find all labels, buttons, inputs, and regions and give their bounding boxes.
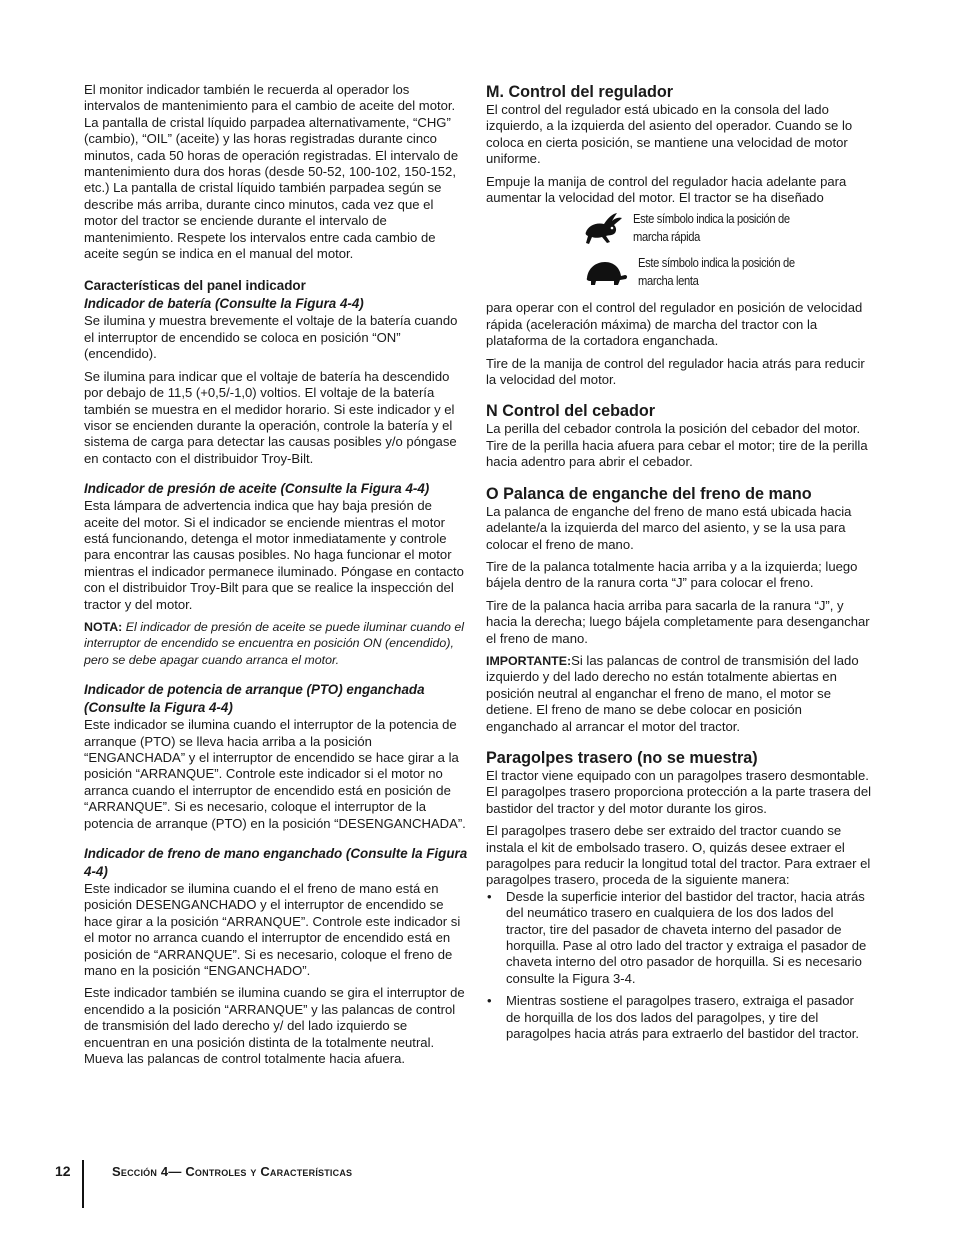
fast-symbol-label: Este símbolo indica la posición de marcha rápida [633,211,790,245]
note-text: El indicador de presión de aceite se puede iluminar cuando el interruptor de encendido se encuentra en posición ON (encendido), pero se debe apagar cuando arranca el motor. [84,619,464,667]
battery-paragraph-2: Se ilumina para indicar que el voltaje de batería ha descendido por debajo de 11,5 (+0,5/-1,0) voltios. El voltaje de la batería también se muestra en el medidor horario. Si este indicador y el visor se encienden durante la operación, controle la batería y el sistema de carga para detectar las causas posibles y/o póngase en contacto con el distribuidor Troy-Bilt. [84,368,457,466]
throttle-paragraph-2: Empuje la manija de control del regulador hacia adelante para aumentar la velocidad del motor. El tractor se ha diseñado [486,173,847,206]
pto-paragraph: Este indicador se ilumina cuando el interruptor de la potencia de arranque (PTO) se lleva hacia arriba a la posición “ENGANCHADA” y el interruptor de encendido se hace girar a la posición “ARRANQUE”. Controle este indicador si el motor no arranca cuando el interruptor de encendido está en posición de “ARRANQUE”. Si es necesario, coloque el interruptor de la potencia de arranque (PTO) en la posición “DESENGANCHADA”. [84,717,466,831]
parking-brake-paragraph-1: Este indicador se ilumina cuando el el freno de mano está en posición DESENGANCHADO y el interruptor de encendido se hace girar a la posición “ARRANQUE”. Controle este indicador si el motor no arranca cuando el interruptor de encendido está en posición de “ARRANQUE”. Si es necesario, coloque el freno de mano en la posición “ENGANCHADO”. [84,881,461,979]
throttle-heading: M. Control del regulador [486,83,674,101]
rear-bumper-steps [486,889,872,1043]
note-label: NOTA: [84,619,123,634]
brake-lever-heading: O Palanca de enganche del freno de mano [486,484,812,503]
oil-pressure-note [84,619,468,668]
brake-lever-paragraph-2: Tire de la palanca totalmente hacia arriba y a la izquierda; luego bájela dentro de la ranura corta “J” para colocar el freno. [486,558,858,591]
oil-pressure-paragraph: Esta lámpara de advertencia indica que hay baja presión de aceite del motor. Si el indicador se enciende mientras el motor está funcionando, detenga el motor inmediatamente y controle para encontrar las causas posibles. No haga funcionar el motor mientras el indicador permanece iluminado. Póngase en contacto con el distribuidor Troy-Bilt para que se realice la inspección del tractor y del motor. [84,498,464,612]
important-label: IMPORTANTE: [486,653,572,668]
oil-pressure-heading: Indicador de presión de aceite (Consulte la Figura 4-4) [84,481,430,497]
throttle-paragraph-4: Tire de la manija de control del regulador hacia atrás para reducir la velocidad del motor. [486,355,865,388]
brake-lever-important [486,653,872,735]
brake-lever-paragraph-1: La palanca de enganche del freno de mano está ubicada hacia adelante/a la izquierda del marco del asiento, y se la usa para colocar el freno de mano. [486,503,852,552]
rear-bumper-paragraph-1: El tractor viene equipado con un paragolpes trasero desmontable. El paragolpes trasero proporciona protección a la parte trasera del bastidor del tractor y del motor durante los giros. [486,767,872,816]
choke-paragraph: La perilla del cebador controla la posición del cebador del motor. Tire de la perilla hacia afuera para cebar el motor; tire de la perilla hacia adentro para abrir el cebador. [486,421,868,470]
rear-bumper-paragraph-2: El paragolpes trasero debe ser extraido del tractor cuando se instala el kit de embolsado trasero. O, quizás desee extraer el paragolpes para reducir la longitud total del tractor. Para extraer el paragolpes trasero, proceda de la siguiente manera: [486,823,871,888]
maintenance-paragraph: El monitor indicador también le recuerda al operador los intervalos de mantenimiento para el cambio de aceite del motor. La pantalla de cristal líquido parpadea alternativamente, “CHG” (cambio), “OIL” (aceite) y las horas registradas durante cinco minutos, cada 50 horas de operación registradas. El intervalo de mantenimiento dura dos horas (desde 50-52, 100-102, 150-152, etc.) La pantalla de cristal líquido también parpadea según se describe más arriba, durante cinco minutos, cada vez que el motor del tractor se enciende durante el intervalo de mantenimiento. Respete los intervalos entre cada cambio de aceite según se indica en el manual del motor. [84,82,459,262]
slow-symbol-label: Este símbolo indica la posición de marcha lenta [638,255,795,289]
footer-divider [82,1160,84,1208]
features-heading: Características del panel indicador [84,278,306,294]
slow-symbol-row [486,252,872,296]
page-number: 12 [55,1163,71,1179]
section-title: Sección 4— Controles y Características [112,1164,353,1179]
list-item: • Desde la superficie interior del bastidor del tractor, hacia atrás del neumático trasero en cualquiera de los dos lados del tractor, tire del pasador de chaveta interno del pasador de horquilla. Pase al otro lado del tractor y extraiga el pasador de chaveta interno del otro pasador de horquilla. Si es necesario consulte la Figura 3-4. [486,889,872,987]
parking-brake-heading: Indicador de freno de mano enganchado (Consulte la Figura 4-4) [84,846,468,880]
fast-symbol-row [486,208,872,252]
right-column [486,82,872,1042]
turtle-icon [582,258,628,293]
rear-bumper-heading: Paragolpes trasero (no se muestra) [486,748,758,767]
throttle-paragraph-1: El control del regulador está ubicado en la consola del lado izquierdo, a la izquierda del asiento del operador. Cuando se lo coloca en cierta posición, se mantiene una velocidad de motor uniforme. [486,102,853,167]
page-footer [0,1160,954,1208]
battery-heading: Indicador de batería (Consulte la Figura 4-4) [84,296,364,312]
choke-heading: N Control del cebador [486,402,656,421]
important-text: Si las palancas de control de transmisión del lado izquierdo y del lado derecho no están totalmente abiertas en posición neutral al enganchar el freno de mano, el motor se detiene. El freno de mano se debe colocar en posición enganchado al arrancar el motor del tractor. [486,652,859,734]
pto-heading: Indicador de potencia de arranque (PTO) enganchada (Consulte la Figura 4-4) [84,682,425,716]
left-column [84,82,468,1068]
rabbit-icon [584,212,624,253]
parking-brake-paragraph-2: Este indicador también se ilumina cuando se gira el interruptor de encendido a la posición “ARRANQUE” y las palancas de control de transmisión del lado derecho y/ del lado izquierdo se encuentran en una posición distinta de la totalmente neutral. Mueva las palancas de control totalmente hacia afuera. [84,985,465,1067]
battery-paragraph-1: Se ilumina y muestra brevemente el voltaje de la batería cuando el interruptor de encendido se coloca en posición “ON” (encendido). [84,313,458,362]
brake-lever-paragraph-3: Tire de la palanca hacia arriba para sacarla de la ranura “J”, y hacia la derecha; luego bájela completamente para desenganchar el freno de mano. [486,597,870,646]
throttle-paragraph-3: para operar con el control del regulador en posición de velocidad rápida (aceleración máxima) de marcha del tractor con la plataforma de la cortadora enganchada. [486,300,863,349]
list-item: • Mientras sostiene el paragolpes trasero, extraiga el pasador de horquilla de los dos lados del paragolpes, y tire del paragolpes hacia atrás para extraerlo del bastidor del tractor. [486,993,872,1042]
